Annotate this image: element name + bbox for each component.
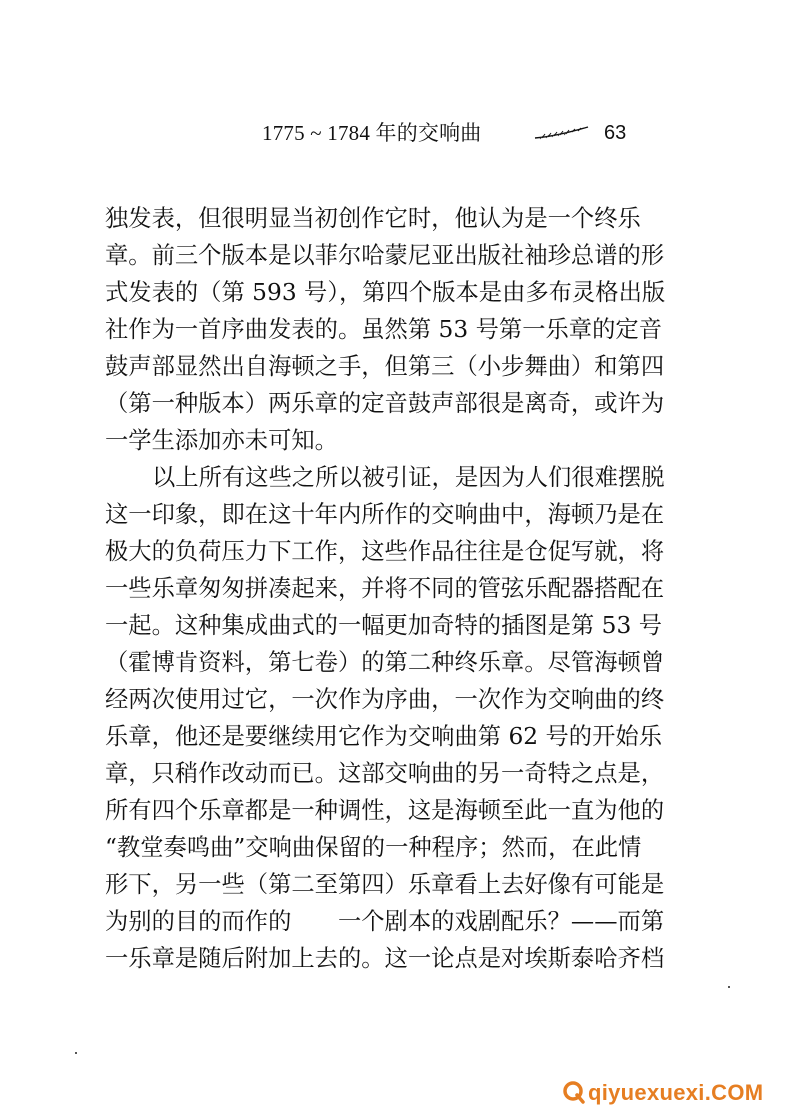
text-line: 社作为一首序曲发表的。虽然第 53 号第一乐章的定音 [105, 316, 662, 343]
text-line: 章。前三个版本是以菲尔哈蒙尼亚出版社袖珍总谱的形 [105, 242, 665, 269]
text-line: 以上所有这些之所以被引证，是因为人们很难摆脱 [152, 464, 665, 491]
watermark-text: qiyuexuexi.COM [588, 1080, 764, 1105]
text-line: 为别的目的而作的 一个剧本的戏剧配乐？——而第 [105, 908, 665, 935]
text-line: 一乐章是随后附加上去的。这一论点是对埃斯泰哈齐档 [105, 945, 665, 972]
q-logo-icon [562, 1080, 586, 1104]
text-line: 乐章，他还是要继续用它作为交响曲第 62 号的开始乐 [105, 723, 662, 750]
text-line: 一起。这种集成曲式的一幅更加奇特的插图是第 53 号 [105, 612, 662, 639]
paragraph [105, 200, 665, 459]
text-line: 章，只稍作改动而已。这部交响曲的另一奇特之点是， [105, 760, 665, 787]
text-line: （霍博肯资料，第七卷）的第二种终乐章。尽管海顿曾 [105, 649, 665, 676]
page-number: 63 [604, 122, 627, 144]
text-line: 式发表的（第 593 号），第四个版本是由多布灵格出版 [105, 279, 666, 306]
text-line: 极大的负荷压力下工作，这些作品往往是仓促写就，将 [105, 538, 665, 565]
feather-ornament-icon [534, 126, 590, 140]
text-line: 一些乐章匆匆拼凑起来，并将不同的管弦乐配器搭配在 [105, 575, 665, 602]
running-header-title: 1775 ~ 1784 年的交响曲 [262, 121, 482, 145]
text-line: （第一种版本）两乐章的定音鼓声部很是离奇，或许为 [105, 390, 665, 417]
scan-speck [728, 986, 730, 988]
running-header [262, 118, 662, 148]
text-line: 鼓声部显然出自海顿之手，但第三（小步舞曲）和第四 [105, 353, 665, 380]
site-watermark [562, 1076, 792, 1110]
paragraph [105, 459, 665, 977]
text-line: 经两次使用过它，一次作为序曲，一次作为交响曲的终 [105, 686, 665, 713]
text-line: 所有四个乐章都是一种调性，这是海顿至此一直为他的 [105, 797, 665, 824]
body-text [105, 200, 665, 977]
text-line: “教堂奏鸣曲”交响曲保留的一种程序；然而，在此情 [105, 834, 642, 861]
scan-speck [75, 1052, 77, 1054]
text-line: 一学生添加亦未可知。 [105, 427, 338, 454]
text-line: 独发表，但很明显当初创作它时，他认为是一个终乐 [105, 205, 641, 232]
text-line: 形下，另一些（第二至第四）乐章看上去好像有可能是 [105, 871, 665, 898]
text-line: 这一印象，即在这十年内所作的交响曲中，海顿乃是在 [105, 501, 665, 528]
